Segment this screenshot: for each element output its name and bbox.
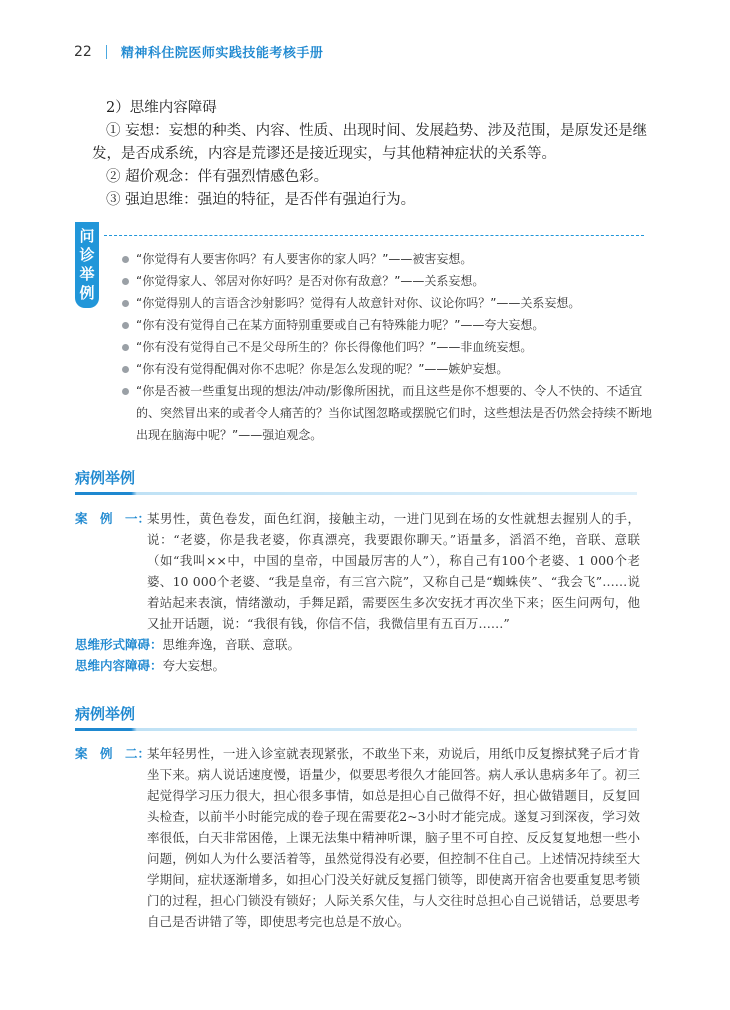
case2-text: 某年轻男性，一进入诊室就表现紧张，不敢坐下来，劝说后，用纸巾反复擦拭凳子后才肯坐下来。病人说话速度慢，语量少，似要思考很久才能回答。病人承认患病多年了。初三起觉得学习压力很大，担心很多事情，如总是担心自己做得不好，担心做错题目，反复回头检查，以前半小时能完成的卷子现在需要花2~3小时才能完成。遂复习到深夜，学习效率很低，白天非常困倦，上课无法集中精神听课，脑子里不可自控、反反复复地想一些小问题，例如人为什么要活着等，虽然觉得没有必要，但控制不住自己。上述情况持续至大学期间，症状逐渐增多，如担心门没关好就反复摇门锁等，即使离开宿舍也要重复思考锁门的过程，担心门锁没有锁好；人际关系欠佳，与人交往时总担心自己说错话，总要思考自己是否讲错了等，即使思考完也总是不放心。 <box>147 746 640 929</box>
tag-char: 诊 <box>79 246 95 264</box>
book-title: 精神科住院医师实践技能考核手册 <box>120 46 324 61</box>
inquiry-item: “你觉得别人的言语含沙射影吗？觉得有人故意针对你、议论你吗？”——关系妄想。 <box>122 292 652 314</box>
inquiry-item: “你是否被一些重复出现的想法/冲动/影像所困扰，而且这些是你不想要的、令人不快的、不适宜的、突然冒出来的或者令人痛苦的？当你试图忽略或摆脱它们时，这些想法是否仍然会持续不断地出现在脑海中呢？”——强迫观念。 <box>122 380 652 446</box>
case1-block <box>75 508 640 676</box>
section-heading: 2）思维内容障碍 <box>106 100 217 116</box>
case1-text: 某男性，黄色卷发，面色红润，接触主动，一进门见到在场的女性就想去握别人的手，说：“老婆，你是我老婆，你真漂亮，我要跟你聊天。”语量多，滔滔不绝，音联、意联（如“我叫××中，中国的皇帝，中国最厉害的人”），称自己有100个老婆、1 000个老婆、10 000个老婆、“我是皇帝，有三宫六院”，又称自己是“蜘蛛侠”、“我会飞”……说着站起来表演，情绪激动，手舞足蹈，需要医生多次安抚才再次坐下来；医生问两句，他又扯开话题，说：“我很有钱，你信不信，我微信里有五百万……” <box>147 511 640 631</box>
inquiry-item: “你有没有觉得自己不是父母所生的？你长得像他们吗？”——非血统妄想。 <box>122 336 652 358</box>
content-disorder-label: 思维内容障碍： <box>75 658 163 673</box>
section-item-delusion: ① 妄想：妄想的种类、内容、性质、出现时间、发展趋势、涉及范围，是原发还是继发，是否成系统，内容是荒谬还是接近现实，与其他精神症状的关系等。 <box>92 123 648 162</box>
section-item-overvalued-idea: ② 超价观念：伴有强烈情感色彩。 <box>106 169 329 185</box>
thought-content-section <box>92 97 652 212</box>
case1-label: 案 例 一： <box>75 511 151 526</box>
inquiry-item: “你有没有觉得自己在某方面特别重要或自己有特殊能力呢？”——夸大妄想。 <box>122 314 652 336</box>
case2-heading: 病例举例 <box>75 705 136 723</box>
content-disorder-text: 夸大妄想。 <box>162 658 226 673</box>
inquiry-example-tag <box>75 222 99 308</box>
tag-char: 举 <box>79 265 95 283</box>
case2-heading-rule <box>75 728 637 731</box>
form-disorder-text: 思维奔逸，音联、意联。 <box>162 637 301 652</box>
header-divider <box>106 45 107 59</box>
case2-label: 案 例 二： <box>75 746 151 761</box>
page-number: 22 <box>74 43 92 60</box>
case2-block <box>75 743 640 932</box>
case1-heading-rule <box>75 492 637 495</box>
form-disorder-label: 思维形式障碍： <box>75 637 163 652</box>
inquiry-item: “你觉得家人、邻居对你好吗？是否对你有敌意？”——关系妄想。 <box>122 270 652 292</box>
inquiry-list <box>122 248 652 446</box>
inquiry-item: “你有没有觉得配偶对你不忠呢？你是怎么发现的呢？”——嫉妒妄想。 <box>122 358 652 380</box>
running-header <box>74 42 323 61</box>
inquiry-item: “你觉得有人要害你吗？有人要害你的家人吗？”——被害妄想。 <box>122 248 652 270</box>
tag-char: 问 <box>79 227 95 245</box>
case1-heading: 病例举例 <box>75 469 136 487</box>
section-item-obsession: ③ 强迫思维：强迫的特征，是否伴有强迫行为。 <box>106 192 416 208</box>
tag-char: 例 <box>79 284 95 302</box>
inquiry-dashed-divider <box>104 235 644 236</box>
